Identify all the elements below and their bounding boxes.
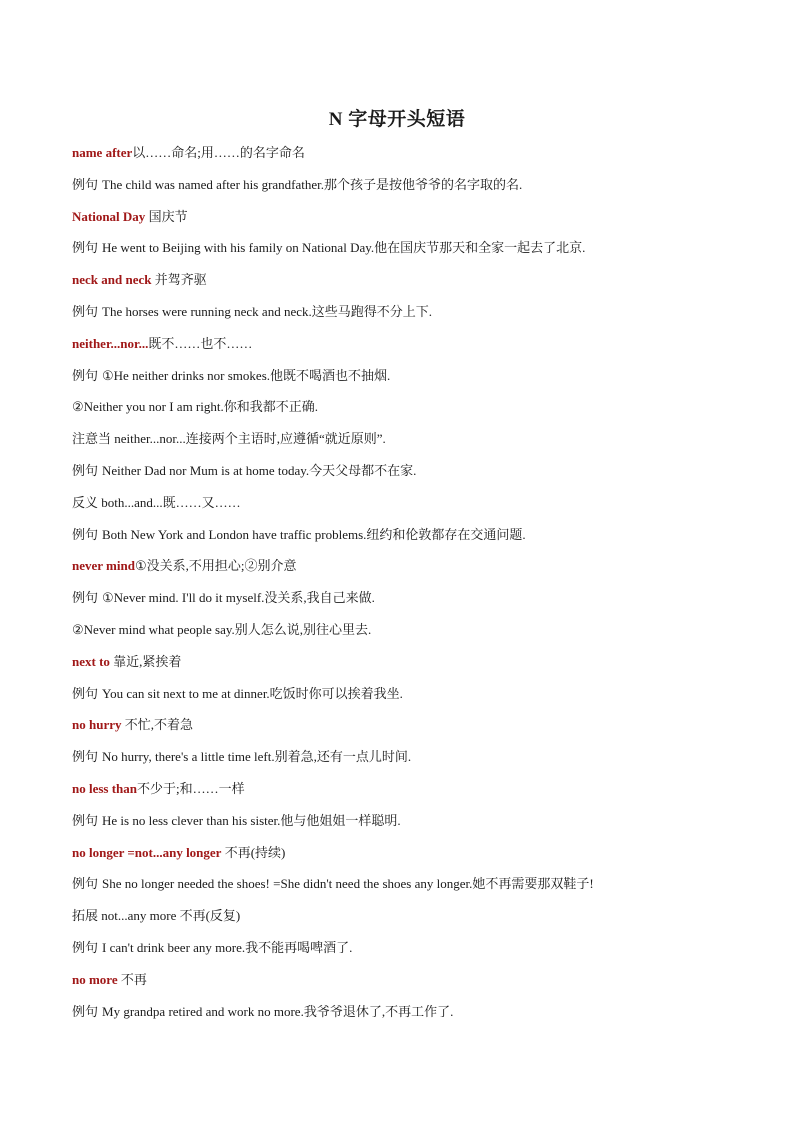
line-text: ②Neither you nor I am right.你和我都不正确. xyxy=(72,399,318,415)
example-label: 例句 xyxy=(72,367,99,383)
phrase-term: name after xyxy=(72,145,133,160)
line-text: Both New York and London have traffic problems.纽约和伦敦都存在交通问题. xyxy=(102,526,526,542)
phrase-meaning: 靠近,紧挨着 xyxy=(109,653,182,669)
example-label: 例句 xyxy=(72,526,99,542)
note-line xyxy=(72,619,732,651)
phrase-term: no more xyxy=(72,971,118,987)
example-sentence xyxy=(72,460,732,492)
example-sentence xyxy=(72,937,732,969)
phrase-meaning: 不再(持续) xyxy=(221,844,286,860)
phrase-term: neither...nor... xyxy=(72,335,149,351)
example-label: 例句 xyxy=(72,1003,99,1019)
line-text: The horses were running neck and neck.这些马跑得不分上下. xyxy=(102,303,432,319)
phrase-term: National Day xyxy=(72,208,146,224)
phrase-entry xyxy=(72,969,732,1001)
phrase-term: never mind xyxy=(72,558,135,574)
example-sentence xyxy=(72,746,732,778)
note-line xyxy=(72,396,732,428)
example-label: 例句 xyxy=(72,590,99,606)
page-title: N 字母开头短语 xyxy=(328,109,466,130)
note-line xyxy=(72,905,732,937)
line-text: My grandpa retired and work no more.我爷爷退休了,不再工作了. xyxy=(102,1003,454,1019)
phrase-meaning: ①没关系,不用担心;②别介意 xyxy=(134,558,297,574)
phrase-entry xyxy=(72,651,732,683)
line-text: ①He neither drinks nor smokes.他既不喝酒也不抽烟. xyxy=(102,367,391,383)
example-label: 例句 xyxy=(72,176,99,192)
example-label: 例句 xyxy=(72,876,99,892)
phrase-term: no hurry xyxy=(72,717,122,733)
example-sentence xyxy=(72,174,732,206)
phrase-entry xyxy=(72,142,732,174)
phrase-meaning: 并驾齐驱 xyxy=(151,272,207,288)
example-label: 例句 xyxy=(72,462,99,478)
example-label: 例句 xyxy=(72,749,99,765)
example-sentence xyxy=(72,365,732,397)
phrase-entry xyxy=(72,778,732,810)
example-sentence xyxy=(72,1001,732,1033)
example-label: 例句 xyxy=(72,240,99,256)
line-text: She no longer needed the shoes! =She didn't need the shoes any longer.她不再需要那双鞋子! xyxy=(102,876,594,892)
phrase-term: no longer =not...any longer xyxy=(72,844,222,860)
phrase-entry xyxy=(72,842,732,874)
example-label: 例句 xyxy=(72,685,99,701)
phrase-term: neck and neck xyxy=(72,272,152,288)
line-text: He went to Beijing with his family on National Day.他在国庆节那天和全家一起去了北京. xyxy=(102,240,586,256)
example-label: 例句 xyxy=(72,812,99,828)
phrase-meaning: 不忙,不着急 xyxy=(121,717,193,733)
phrase-list xyxy=(72,142,732,1032)
example-sentence xyxy=(72,873,732,905)
phrase-meaning: 既不……也不…… xyxy=(148,335,253,351)
phrase-entry xyxy=(72,714,732,746)
line-text: 注意当 neither...nor...连接两个主语时,应遵循“就近原则”. xyxy=(72,431,386,447)
note-line xyxy=(72,492,732,524)
phrase-entry xyxy=(72,333,732,365)
phrase-entry xyxy=(72,206,732,238)
example-label: 例句 xyxy=(72,939,99,955)
line-text: The child was named after his grandfather.那个孩子是按他爷爷的名字取的名. xyxy=(102,176,523,192)
line-text: I can't drink beer any more.我不能再喝啤酒了. xyxy=(102,939,353,955)
example-sentence xyxy=(72,237,732,269)
example-sentence xyxy=(72,587,732,619)
example-label: 例句 xyxy=(72,303,99,319)
line-text: You can sit next to me at dinner.吃饭时你可以挨着我坐. xyxy=(102,685,403,701)
line-text: ②Never mind what people say.别人怎么说,别往心里去. xyxy=(72,621,372,637)
phrase-term: next to xyxy=(72,653,110,669)
example-sentence xyxy=(72,524,732,556)
line-text: He is no less clever than his sister.他与他姐姐一样聪明. xyxy=(102,812,401,828)
phrase-entry xyxy=(72,555,732,587)
phrase-term: no less than xyxy=(72,780,138,796)
line-text: 反义 both...and...既……又…… xyxy=(72,494,241,510)
phrase-meaning: 以……命名;用……的名字命名 xyxy=(132,145,305,160)
phrase-meaning: 不少于;和……一样 xyxy=(137,780,245,796)
example-sentence xyxy=(72,683,732,715)
phrase-entry xyxy=(72,269,732,301)
note-line xyxy=(72,428,732,460)
phrase-meaning: 国庆节 xyxy=(145,208,188,224)
example-sentence xyxy=(72,810,732,842)
line-text: No hurry, there's a little time left.别着急,还有一点儿时间. xyxy=(102,749,412,765)
line-text: Neither Dad nor Mum is at home today.今天父母都不在家. xyxy=(102,462,417,478)
line-text: ①Never mind. I'll do it myself.没关系,我自己来做. xyxy=(102,590,375,606)
phrase-meaning: 不再 xyxy=(117,971,147,987)
example-sentence xyxy=(72,301,732,333)
line-text: 拓展 not...any more 不再(反复) xyxy=(72,908,241,924)
